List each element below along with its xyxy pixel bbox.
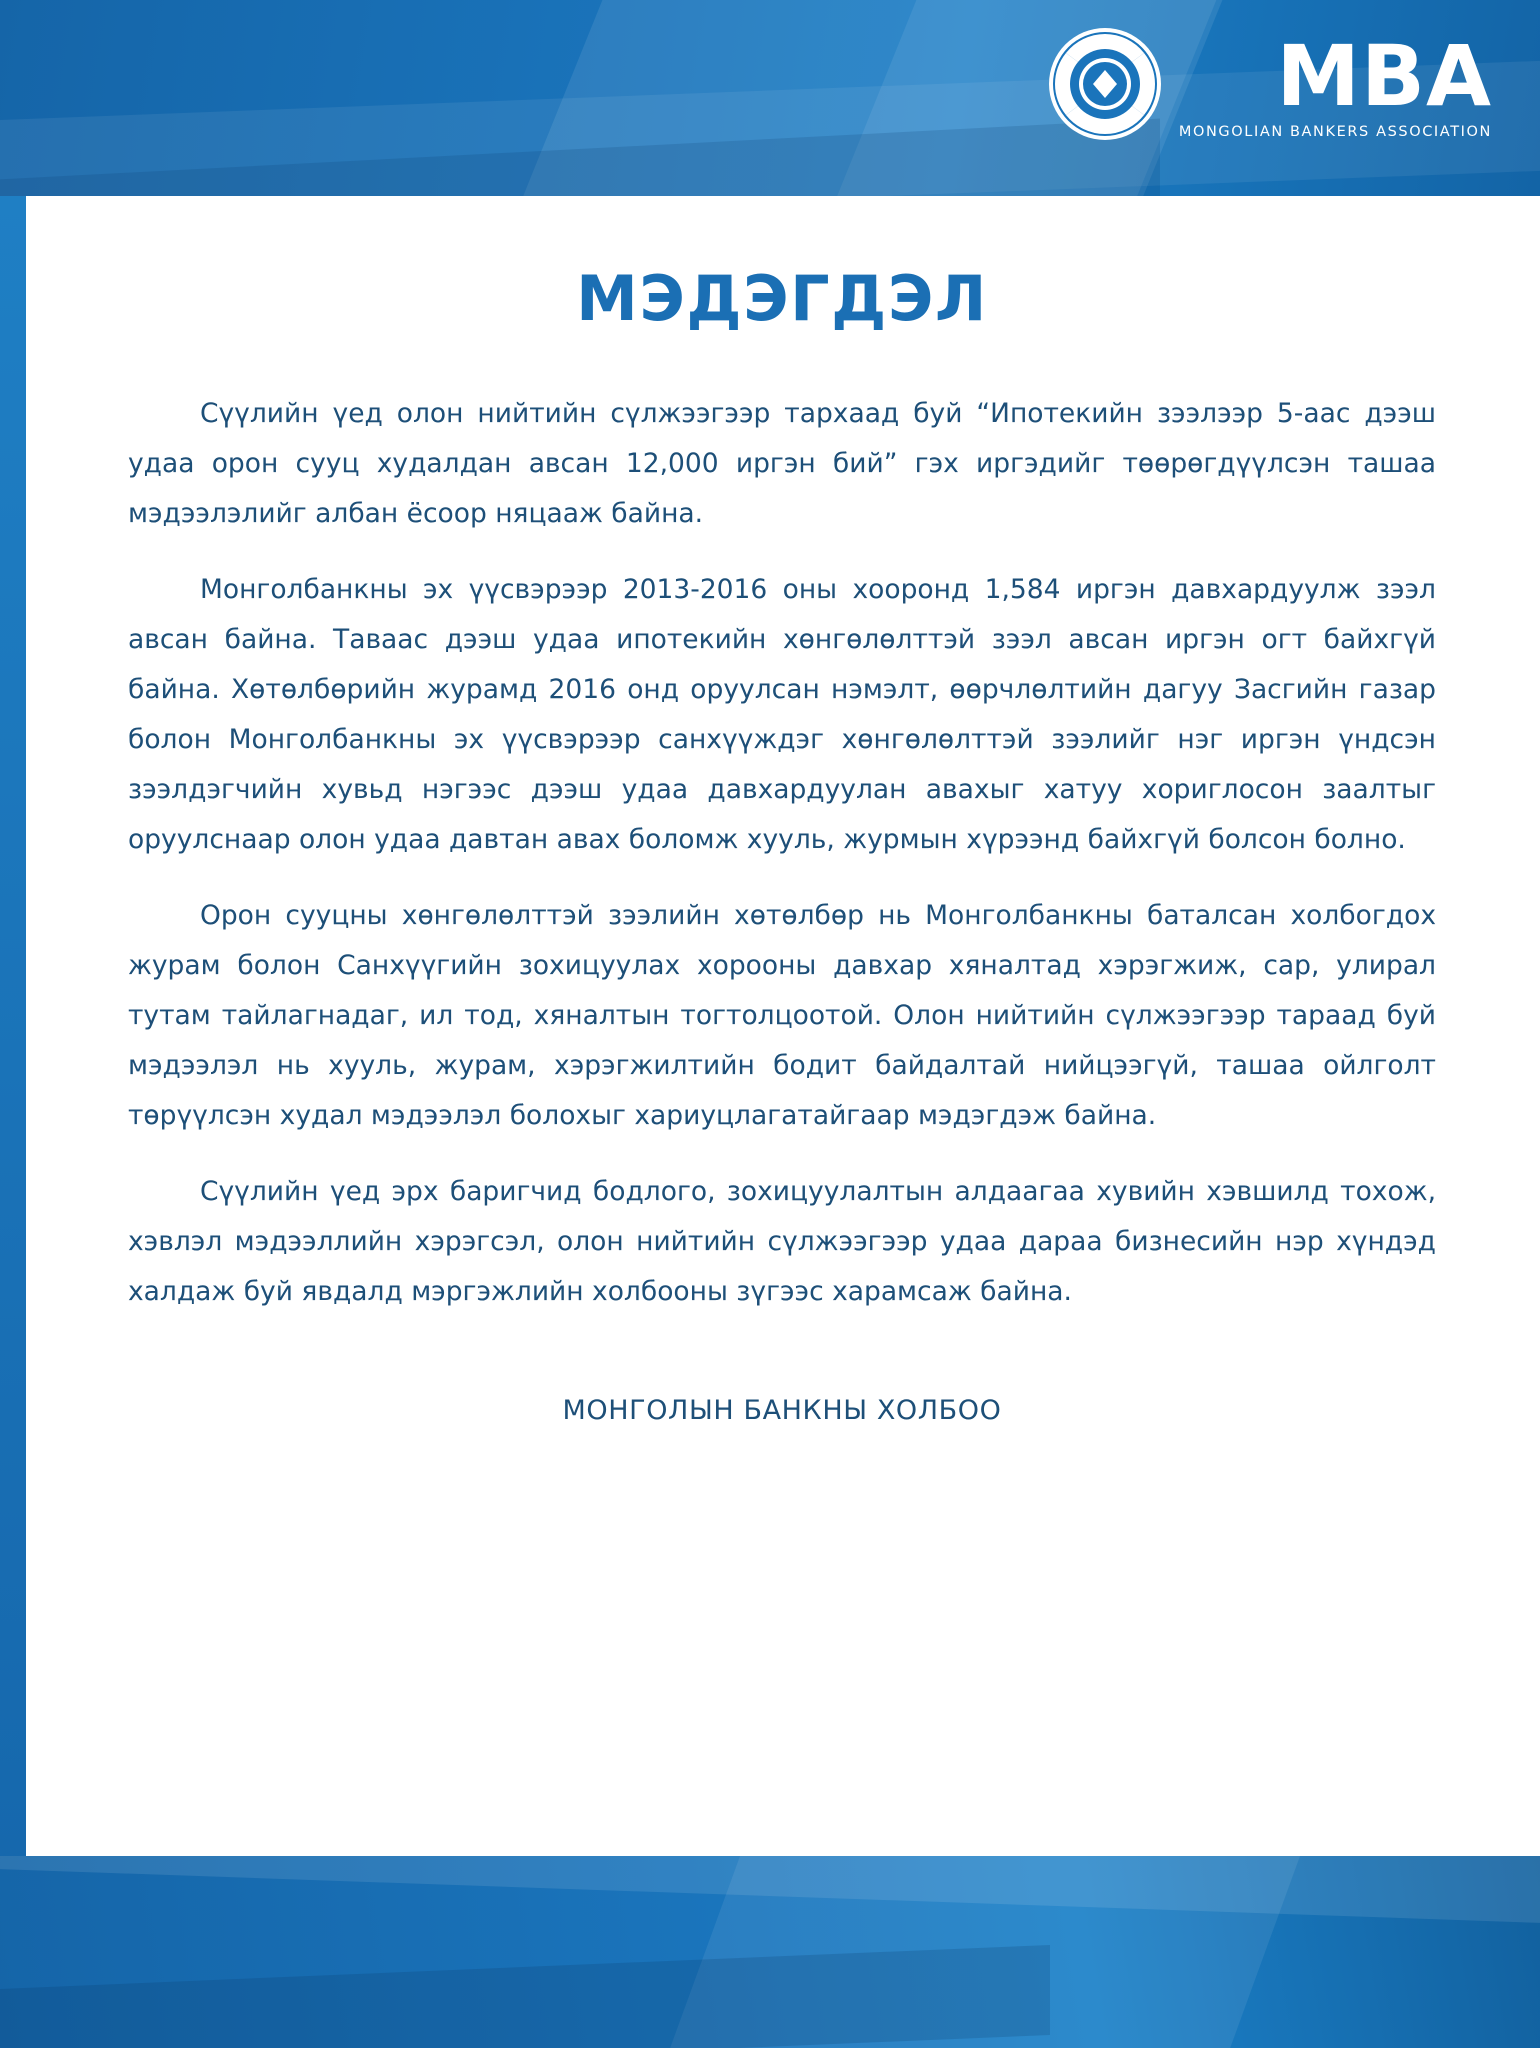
- paragraph-1: Сүүлийн үед олон нийтийн сүлжээгээр тархаад буй “Ипотекийн зээлээр 5-аас дээш удаа орон сууц худалдан авсан 12,000 иргэн бий” гэх иргэдийг төөрөгдүүлсэн ташаа мэдээлэлийг албан ёсоор няцааж байна.: [128, 398, 1436, 529]
- footer-decorative-shape-3: [0, 1945, 1050, 2048]
- mba-logo: [1047, 26, 1492, 142]
- page-title: МЭДЭГДЭЛ: [576, 262, 988, 335]
- paragraph-2: Монголбанкны эх үүсвэрээр 2013-2016 оны хооронд 1,584 иргэн давхардуулж зээл авсан байна. Таваас дээш удаа ипотекийн хөнгөлөлттэй зээл авсан иргэн огт байхгүй байна. Хөтөлбөрийн журамд 2016 онд оруулсан нэмэлт, өөрчлөлтийн дагуу Засгийн газар болон Монголбанкны эх үүсвэрээр санхүүждэг хөнгөлөлттэй зээлийг нэг иргэн үндсэн зээлдэгчийн хувьд нэгээс дээш удаа давхардуулан авахыг хатуу хориглосон заалтыг оруулснаар олон удаа давтан авах боломж хууль, журмын хүрээнд байхгүй болсон болно.: [128, 574, 1436, 855]
- document-body: [32, 196, 1530, 1856]
- right-margin-bar: [1530, 196, 1540, 1856]
- paragraph-3: Орон сууцны хөнгөлөлттэй зээлийн хөтөлбөр нь Монголбанкны баталсан холбогдох журам болон Санхүүгийн зохицуулах хорооны давхар хяналтад хэрэгжиж, сар, улирал тутам тайлагнадаг, ил тод, хяналтын тогтолцоотой. Олон нийтийн сүлжээгээр тараад буй мэдээлэл нь хууль, журам, хэрэгжилтийн бодит байдалтай нийцээгүй, ташаа ойлголт төрүүлсэн худал мэдээлэл болохыг хариуцлагатайгаар мэдэгдэж байна.: [128, 900, 1436, 1131]
- left-accent-bar: [0, 196, 26, 1856]
- mba-wordmark: MBA: [1276, 27, 1492, 125]
- mba-globe-icon: [1047, 26, 1163, 142]
- page-footer-banner: [0, 1856, 1540, 2048]
- paragraph-4: Сүүлийн үед эрх баригчид бодлого, зохицуулалтын алдаагаа хувийн хэвшилд тохож, хэвлэл мэдээллийн хэрэгсэл, олон нийтийн сүлжээгээр удаа дараа бизнесийн нэр хүндэд халдаж буй явдалд мэргэжлийн холбооны зүгээс харамсаж байна.: [128, 1176, 1436, 1307]
- mba-wordmark-block: [1179, 26, 1492, 140]
- page-header-banner: [0, 0, 1540, 196]
- mba-tagline: MONGOLIAN BANKERS ASSOCIATION: [1178, 124, 1492, 140]
- signature-line: МОНГОЛЫН БАНКНЫ ХОЛБОО: [562, 1395, 1002, 1426]
